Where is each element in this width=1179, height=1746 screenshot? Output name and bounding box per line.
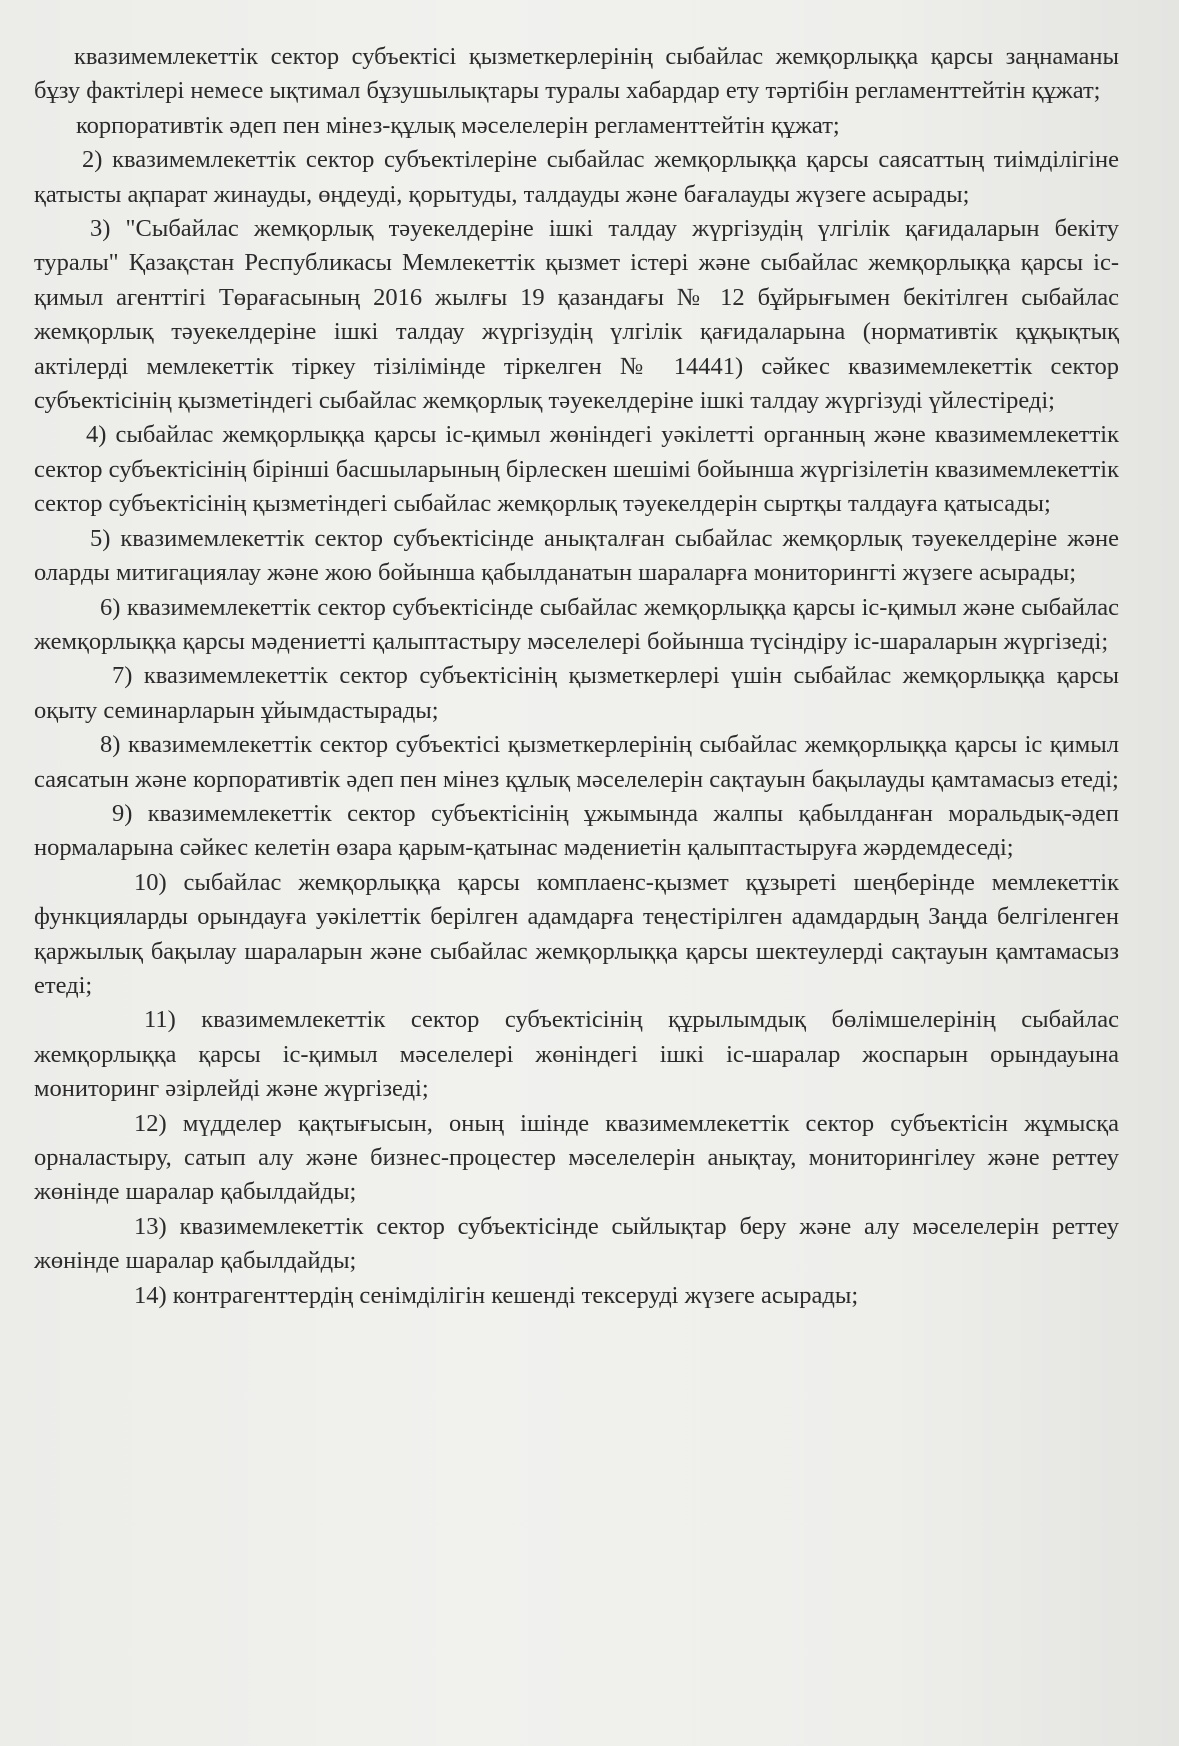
paragraph-4: 4) сыбайлас жемқорлыққа қарсы іс-қимыл жөніндегі уәкілетті органның және квазимемлекеттік сектор субъектісінің бірінші басшыларының бірлескен шешімі бойынша жүргізілетін квазимемлекеттік сектор субъектісінің қызметіндегі сыбайлас жемқорлық тәуекелдерін сыртқы талдауға қатысады; [34, 421, 1119, 518]
paragraph-0: квазимемлекеттік сектор субъектісі қызметкерлерінің сыбайлас жемқорлыққа қарсы заңнаманы бұзу фактілері немесе ықтимал бұзушылықтары туралы хабардар ету тәртібін регламенттейтін құжат; [34, 43, 1119, 105]
paragraph-1: корпоративтік әдеп пен мінез-құлық мәселелерін регламенттейтін құжат; [76, 111, 840, 139]
paragraph-5: 5) квазимемлекеттік сектор субъектісінде анықталған сыбайлас жемқорлық тәуекелдеріне және оларды митигациялау және жою бойынша қабылданатын шараларға мониторингті жүзеге асырады; [34, 524, 1119, 587]
paragraph-7: 7) квазимемлекеттік сектор субъектісінің қызметкерлері үшін сыбайлас жемқорлыққа қарсы оқыту семинарларын ұйымдастырады; [34, 662, 1119, 724]
paragraph-13: 13) квазимемлекеттік сектор субъектісінде сыйлықтар беру және алу мәселелерін реттеу жөнінде шаралар қабылдайды; [34, 1212, 1119, 1275]
paragraph-3: 3) "Сыбайлас жемқорлық тәуекелдеріне ішкі талдау жүргізудің үлгілік қағидаларын бекіту туралы" Қазақстан Республикасы Мемлекеттік қызмет істері және сыбайлас жемқорлыққа қарсы іс-қимыл агенттігі Төрағасының 2016 жылғы 19 қазандағы № 12 бұйрығымен бекітілген сыбайлас жемқорлық тәуекелдеріне ішкі талдау жүргізудің үлгілік қағидаларына (нормативтік құқықтық актілерді мемлекеттік тіркеу тізілімінде тіркелген № 14441) сәйкес квазимемлекеттік сектор субъектісінің қызметіндегі сыбайлас жемқорлық тәуекелдеріне ішкі талдау жүргізуді үйлестіреді; [34, 215, 1119, 415]
paragraph-6: 6) квазимемлекеттік сектор субъектісінде сыбайлас жемқорлыққа қарсы іс-қимыл және сыбайлас жемқорлыққа қарсы мәдениетті қалыптастыру мәселелері бойынша түсіндіру іс-шараларын жүргізеді; [34, 593, 1119, 655]
paragraph-10: 10) сыбайлас жемқорлыққа қарсы комплаенс-қызмет құзыреті шеңберінде мемлекеттік функцияларды орындауға уәкілеттік берілген адамдарға теңестірілген адамдардың Заңда белгіленген қаржылық бақылау шараларын және сыбайлас жемқорлыққа қарсы шектеулерді сақтауын қамтамасыз етеді; [34, 868, 1119, 999]
paragraph-8: 8) квазимемлекеттік сектор субъектісі қызметкерлерінің сыбайлас жемқорлыққа қарсы іс қимыл саясатын және корпоративтік әдеп пен мінез құлық мәселелерін сақтауын бақылауды қамтамасыз етеді; [34, 731, 1119, 793]
paragraph-12: 12) мүдделер қақтығысын, оның ішінде квазимемлекеттік сектор субъектісін жұмысқа орналастыру, сатып алу және бизнес-процестер мәселелерін анықтау, мониторингілеу және реттеу жөнінде шаралар қабылдайды; [34, 1109, 1119, 1206]
paragraph-11: 11) квазимемлекеттік сектор субъектісінің құрылымдық бөлімшелерінің сыбайлас жемқорлыққа қарсы іс-қимыл мәселелері жөніндегі ішкі іс-шаралар жоспарын орындауына мониторинг әзірлейді және жүргізеді; [34, 1006, 1119, 1103]
paragraph-14: 14) контрагенттердің сенімділігін кешенді тексеруді жүзеге асырады; [134, 1281, 859, 1309]
paragraph-9: 9) квазимемлекеттік сектор субъектісінің ұжымында жалпы қабылданған моральдық-әдеп нормаларына сәйкес келетін өзара қарым-қатынас мәдениетін қалыптастыруға жәрдемдеседі; [34, 799, 1119, 862]
paragraph-2: 2) квазимемлекеттік сектор субъектілеріне сыбайлас жемқорлыққа қарсы саясаттың тиімділігіне қатысты ақпарат жинауды, өңдеуді, қорытуды, талдауды және бағалауды жүзеге асырады; [34, 146, 1119, 208]
